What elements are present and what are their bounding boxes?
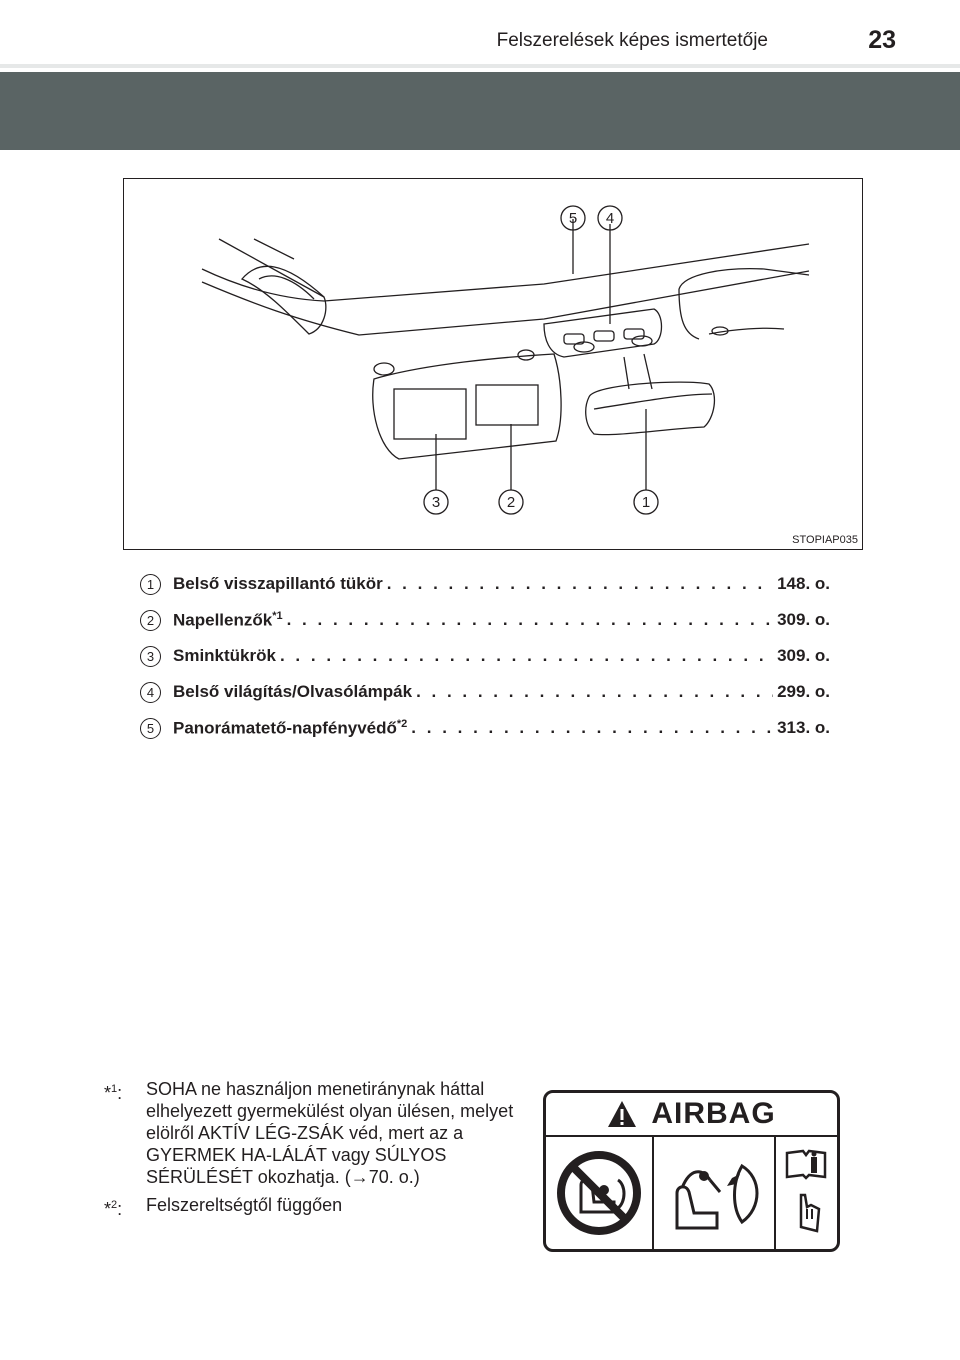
- figure-code: STOPIAP035: [792, 534, 858, 546]
- read-manual-icon: [783, 1147, 829, 1239]
- airbag-warning-label: [543, 1090, 840, 1252]
- footnote: [104, 1194, 524, 1220]
- leader-dots: [416, 682, 773, 702]
- item-number: 3: [140, 646, 161, 667]
- airbag-deploy-icon: [662, 1148, 766, 1238]
- footnote-text: Felszereltségtől függően: [146, 1195, 343, 1215]
- footnote-mark: *$^1$:: [104, 1083, 123, 1103]
- pictogram-cell: [654, 1137, 776, 1249]
- page-ref: 309. o.: [777, 646, 830, 665]
- item-label: Sminktükrök: [173, 646, 276, 665]
- header-rule: [0, 64, 960, 68]
- item-label: Belső visszapillantó tükör: [173, 574, 383, 593]
- item-number: 5: [140, 718, 161, 739]
- item-label: Panorámatető-napfényvédő$^{*2}$: [173, 717, 408, 738]
- pictogram-cell: [776, 1137, 835, 1249]
- item-number: 1: [140, 574, 161, 595]
- callout-3: 3: [431, 494, 441, 511]
- ceiling-line-drawing: [124, 179, 862, 549]
- airbag-label-pictograms: [546, 1137, 837, 1249]
- page-ref: 309. o.: [777, 610, 830, 629]
- page-number: 23: [868, 26, 896, 54]
- page-ref: 299. o.: [777, 682, 830, 701]
- callout-1: 1: [641, 494, 651, 511]
- page-ref: 313. o.: [777, 718, 830, 737]
- footnote-ref: *2: [396, 717, 408, 730]
- component-list: [140, 566, 830, 746]
- list-item: [140, 674, 830, 710]
- footnote: [104, 1078, 524, 1188]
- pictogram-cell: [546, 1137, 654, 1249]
- list-item: [140, 710, 830, 746]
- leader-dots: [411, 718, 773, 738]
- section-banner: [0, 72, 960, 150]
- airbag-label-header: [546, 1093, 837, 1137]
- footnote-text: SOHA ne használjon menetiránynak háttal elhelyezett gyermekülést olyan ülésen, melyet elölről AKTÍV LÉG-ZSÁK véd, mert az a GYERMEK HA-LÁLÁT vagy SÚLYOS SÉRÜLÉSÉT okozhatja. (→70. o.): [146, 1079, 514, 1187]
- leader-dots: [280, 646, 773, 666]
- footnote-mark: *$^2$:: [104, 1199, 123, 1219]
- callout-4: 4: [605, 210, 615, 227]
- page-header: [0, 0, 960, 64]
- list-item: [140, 602, 830, 638]
- footnote-ref: *1: [272, 609, 283, 622]
- no-rear-facing-child-seat-icon: [556, 1150, 642, 1236]
- callout-5: 5: [568, 210, 578, 227]
- leader-dots: [387, 574, 773, 594]
- item-number: 4: [140, 682, 161, 703]
- section-title: Felszerelések képes ismertetője: [496, 30, 768, 51]
- warning-triangle-icon: [607, 1100, 637, 1128]
- list-item: [140, 566, 830, 602]
- airbag-title: AIRBAG: [651, 1097, 776, 1130]
- page-ref: 148. o.: [777, 574, 830, 593]
- item-number: 2: [140, 610, 161, 631]
- item-label: Napellenzők$^{*1}$: [173, 609, 283, 630]
- leader-dots: [287, 610, 773, 630]
- callout-2: 2: [506, 494, 516, 511]
- footnotes: [104, 1078, 524, 1226]
- item-label: Belső világítás/Olvasólámpák: [173, 682, 413, 701]
- interior-ceiling-illustration: [123, 178, 863, 550]
- list-item: [140, 638, 830, 674]
